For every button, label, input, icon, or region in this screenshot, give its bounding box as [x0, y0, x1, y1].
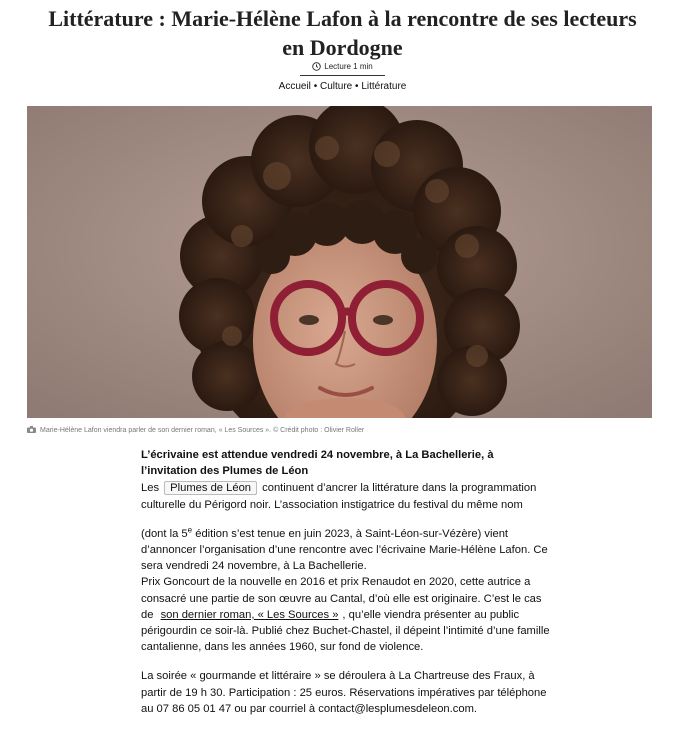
camera-icon [27, 426, 36, 435]
article-body [141, 447, 551, 717]
image-caption [27, 426, 647, 435]
reading-time-label: Lecture 1 min [324, 61, 373, 71]
article-lead: L’écrivaine est attendue vendredi 24 novembre, à La Bachellerie, à l’invitation des Plumes de Léon [141, 449, 494, 478]
breadcrumb-separator: • [313, 81, 318, 92]
breadcrumb-culture[interactable]: Culture [319, 81, 353, 92]
p1-text-2: continuent d’ancrer la littérature dans la programmation culturelle du Périgord noir. L’association instigatrice du festival du même nom [141, 482, 537, 511]
p2-text-1: Prix Goncourt de la nouvelle en 2016 et prix Renaudot en 2020, cette autrice a consacré une partie de son œuvre au Cantal, d’où elle est originaire. C’est le cas de [141, 576, 542, 621]
les-sources-link[interactable]: son dernier roman, « Les Sources » [160, 608, 339, 621]
caption-text: Marie-Hélène Lafon viendra parler de son dernier roman, « Les Sources ». © Crédit photo : Olivier Roller [40, 427, 365, 434]
reading-time [300, 57, 385, 76]
breadcrumb-home[interactable]: Accueil [278, 81, 311, 92]
breadcrumb-separator: • [355, 81, 359, 92]
breadcrumb-litterature[interactable]: Littérature [361, 81, 407, 92]
breadcrumb [0, 81, 685, 92]
clock-icon [312, 62, 321, 71]
p2-text-2: , qu’elle viendra présenter au public périgourdin ce soir-là. Publié chez Buchet-Chastel, il dépeint l’intimité d’une famille cantalienne, dans les années 1960, sur fond de violence. [141, 608, 550, 654]
paragraph-2 [141, 574, 551, 655]
hero-photo [27, 106, 652, 418]
p1-text-3: (dont la 5 [141, 527, 188, 540]
p1-text-1: Les [141, 482, 160, 495]
p1-text-4: édition s’est tenue en juin 2023, à Saint-Léon-sur-Vézère) vient d’annoncer l’organisation d’une rencontre avec l’écrivaine Marie-Hélène Lafon. Ce sera vendredi 24 novembre, à La Bachellerie. [141, 527, 548, 573]
plumes-de-leon-link[interactable]: Plumes de Léon [164, 481, 257, 495]
paragraph-1 [141, 480, 551, 512]
article-title: Littérature : Marie-Hélène Lafon à la rencontre de ses lecteurs en Dordogne [48, 6, 637, 60]
paragraph-3: La soirée « gourmande et littéraire » se déroulera à La Chartreuse des Fraux, à partir de 19 h 30. Participation : 25 euros. Réservations impératives par téléphone au 07 86 05 01 47 ou par courriel à contact@lesplumesdeleon.com. [141, 670, 547, 715]
p1-superscript: e [187, 525, 193, 535]
paragraph-1b [141, 526, 551, 575]
